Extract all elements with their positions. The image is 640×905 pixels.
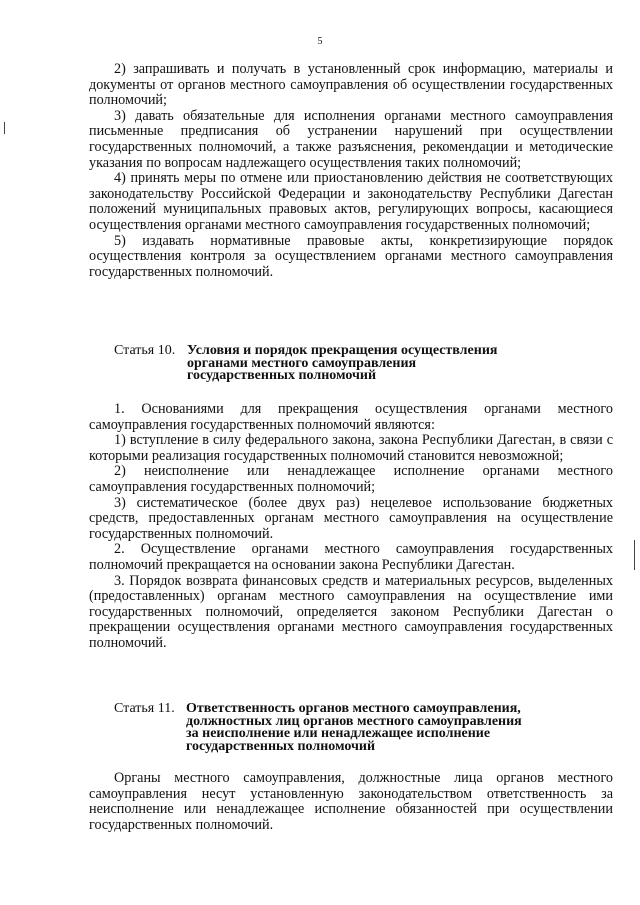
article-title-line: должностных лиц органов местного самоуправления bbox=[186, 713, 522, 729]
paragraph-group-b bbox=[89, 402, 613, 652]
article-title bbox=[187, 345, 607, 383]
paragraph: 3) систематическое (более двух раз) нецелевое использование бюджетных средств, предоставленных органам местного самоуправления на осуществление государственных полномочий. bbox=[89, 494, 613, 542]
article-title-line: Ответственность органов местного самоуправления, bbox=[186, 701, 521, 716]
article-number: Статья 11. bbox=[114, 701, 175, 716]
paragraph: 1. Основаниями для прекращения осуществления органами местного самоуправления государственных полномочий являются: bbox=[89, 401, 613, 433]
paragraph: 2) неисполнение или ненадлежащее исполнение органами местного самоуправления государственных полномочий; bbox=[89, 463, 613, 495]
article-title-line: за неисполнение или ненадлежащее исполнение bbox=[186, 726, 491, 742]
paragraph-group-a bbox=[89, 62, 613, 280]
paragraph: 5) издавать нормативные правовые акты, конкретизирующие порядок осуществления контроля за осуществлением органами местного самоуправления государственных полномочий. bbox=[89, 232, 613, 280]
paragraph: 3) давать обязательные для исполнения органами местного самоуправления письменные предписания об устранении нарушений при осуществлении государственных полномочий, а также разъяснения, рекомендации и методические указания по вопросам надлежащего осуществления таких полномочий; bbox=[89, 107, 613, 171]
article-title-line: государственных полномочий bbox=[187, 368, 377, 384]
paragraph-group-c bbox=[89, 771, 613, 833]
article-title bbox=[186, 703, 606, 753]
paragraph: 2) запрашивать и получать в установленный срок информацию, материалы и документы от органов местного самоуправления об осуществлении государственных полномочий; bbox=[89, 61, 613, 109]
article-number: Статья 10. bbox=[114, 343, 176, 358]
paragraph: 2. Осуществление органами местного самоуправления государственных полномочий прекращается на основании закона Республики Дагестан. bbox=[89, 541, 613, 573]
paragraph: 3. Порядок возврата финансовых средств и материальных ресурсов, выделенных (предоставленных) органам местного самоуправления на осуществление ими государственных полномочий, определяется законом Республики Дагестан о прекращении осуществления органами местного самоуправления государственных полномочий. bbox=[89, 572, 613, 651]
article-title-line: органами местного самоуправления bbox=[187, 355, 417, 371]
page-number: 5 bbox=[317, 36, 323, 47]
scan-mark-top bbox=[4, 122, 5, 134]
scan-mark-bottom bbox=[634, 540, 635, 570]
paragraph: Органы местного самоуправления, должностные лица органов местного самоуправления несут установленную законодательством ответственность за неисполнение или ненадлежащее исполнение обязанностей при осуществлении государственных полномочий. bbox=[89, 770, 613, 833]
article-title-line: Условия и порядок прекращения осуществления bbox=[187, 343, 498, 358]
paragraph: 1) вступление в силу федерального закона, закона Республики Дагестан, в связи с которыми реализация государственных полномочий становится невозможной; bbox=[89, 432, 613, 464]
paragraph: 4) принять меры по отмене или приостановлению действия не соответствующих законодательству Российской Федерации и законодательству Республики Дагестан положений муниципальных правовых актов, регулирующих вопросы, касающиеся осуществления органами местного самоуправления государственных полномочий; bbox=[89, 170, 613, 233]
article-title-line: государственных полномочий bbox=[186, 738, 376, 754]
